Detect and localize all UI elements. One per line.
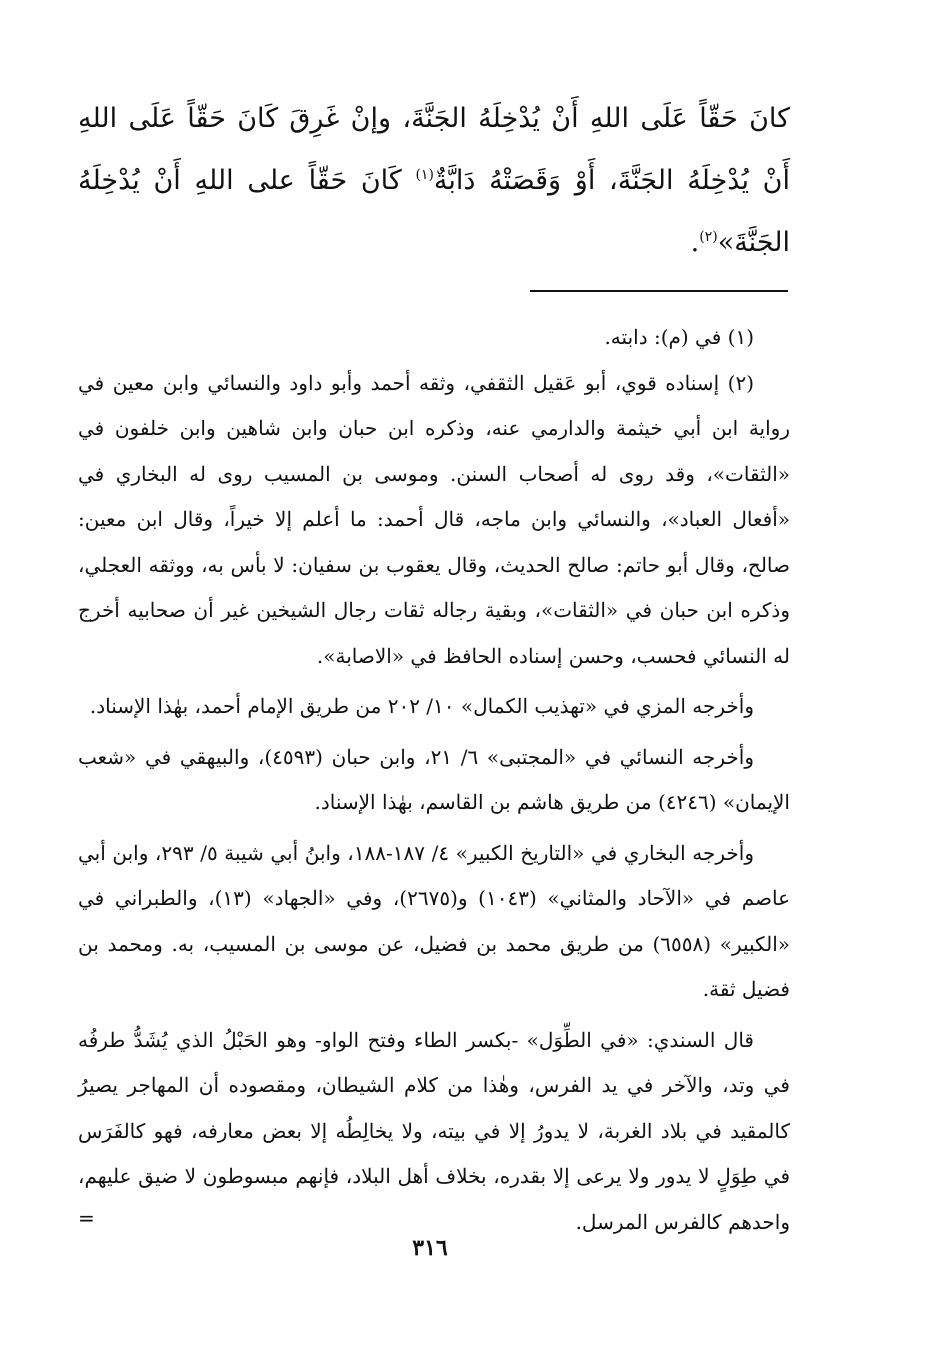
footnote-paragraph-mizzi: وأخرجه المزي في «تهذيب الكمال» ١٠/ ٢٠٢ من طريق الإمام أحمد، بهٰذا الإسناد.: [89, 694, 754, 718]
footnote-separator: [530, 290, 788, 292]
footnote-2: (٢) إسناده قوي، أبو عَقيل الثقفي، وثقه أحمد وأبو داود والنسائي وابن معين في رواية ابن أبي خيثمة والدارمي عنه، وذكره ابن حبان وابن شاهين وابن خلفون في «الثقات»، وقد روى له أصحاب السنن. وموسى بن المسيب روى له البخاري في «أفعال العباد»، والنسائي وابن ماجه، قال أحمد: ما أعلم إلا خيراً، وقال ابن معين: صالح، وقال أبو حاتم: صالح الحديث، وقال يعقوب بن سفيان: لا بأس به، ووثقه العجلي، وذكره ابن حبان في «الثقات»، وبقية رجاله ثقات رجال الشيخين غير أن صحابيه أخرج له النسائي فحسب، وحسن إسناده الحافظ في «الاصابة».: [78, 370, 790, 668]
hadith-text: [78, 88, 790, 274]
hadith-text-part-1: كانَ حَقّاً عَلَى اللهِ أَنْ يُدْخِلَهُ الجَنَّةَ، وإنْ غَرِقَ كَانَ حَقّاً عَلَى اللهِ أَنْ يُدْخِلَهُ الجَنَّةَ، أَوْ وَقَصَتْهُ دَابَّةٌ: [78, 103, 790, 196]
continuation-mark: =: [78, 1205, 95, 1230]
footnote-1: (١) في (م): دابته.: [604, 325, 754, 349]
hadith-text-part-2: كَانَ حَقّاً على اللهِ أَنْ يُدْخِلَهُ الجَنَّةَ»: [78, 165, 790, 258]
footnote-marker-2: (٢): [699, 229, 718, 245]
footnote-last-row: [78, 1018, 790, 1246]
footnote-paragraph-sindi: قال السندي: «في الطِّوَل» -بكسر الطاء وفتح الواو- وهو الحَبْلُ الذي يُشَدُّ طرفُه في وتد، والآخر في يد الفرس، وهٰذا من كلام الشيطان، ومقصوده أن المهاجر يصيرُ كالمقيد في بلاد الغربة، لا يدورُ إلا في بيته، ولا يخالِطُه إلا بعض معارفه، فهو كالفَرَس في طِوَلٍ لا يدور ولا يرعى إلا بقدره، بخلاف أهل البلاد، فإنهم مبسوطون لا ضيق عليهم، واحدهم كالفرس المرسل.: [78, 1027, 790, 1234]
footnote-marker-1: (١): [415, 167, 434, 183]
footnote-paragraph-nasai: وأخرجه النسائي في «المجتبى» ٦/ ٢١، وابن حبان (٤٥٩٣)، والبيهقي في «شعب الإيمان» (٤٢٤٦) من طريق هاشم بن القاسم، بهٰذا الإسناد.: [78, 744, 790, 814]
footnotes: [78, 315, 790, 1245]
hadith-text-end: .: [690, 227, 700, 258]
footnote-paragraph-bukhari: وأخرجه البخاري في «التاريخ الكبير» ٤/ ١٨٧-١٨٨، وابنُ أبي شيبة ٥/ ٢٩٣، وابن أبي عاصم في «الآحاد والمثاني» (١٠٤٣) و(٢٦٧٥)، وفي «الجهاد» (١٣)، والطبراني في «الكبير» (٦٥٥٨) من طريق محمد بن فضيل، عن موسى بن المسيب، به. ومحمد بن فضيل ثقة.: [78, 840, 791, 1001]
page-number: ٣١٦: [412, 1235, 448, 1261]
